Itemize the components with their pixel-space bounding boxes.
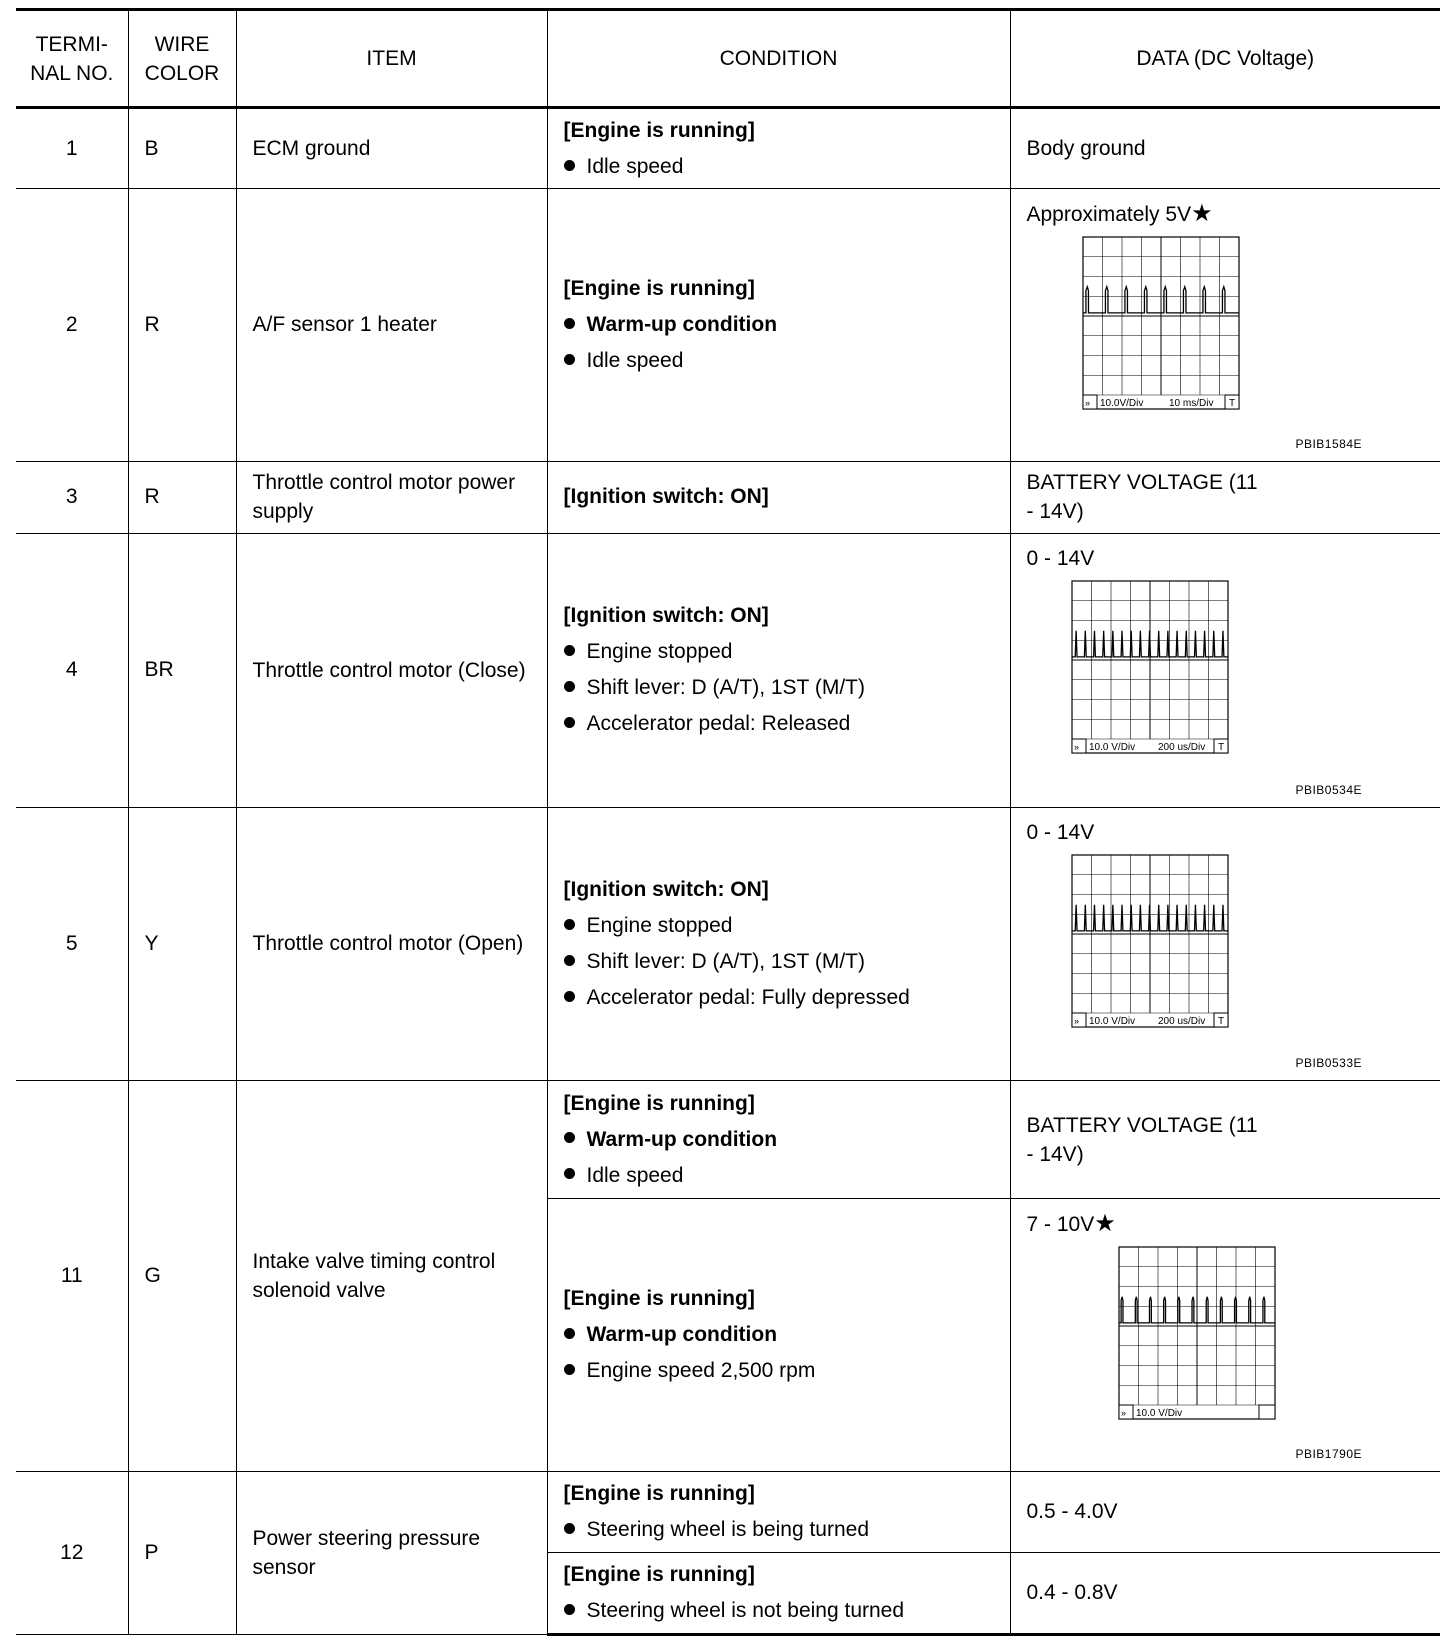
bullet-icon — [564, 1604, 575, 1615]
data-value: 0 - 14V — [1026, 547, 1095, 571]
table-row — [16, 461, 1440, 534]
scope-time-label: 200 us/Div — [1157, 742, 1205, 754]
header-data: DATA (DC Voltage) — [1010, 10, 1440, 108]
condition-title: [Ignition switch: ON] — [563, 604, 769, 628]
item-name: Throttle control motor (Open) — [236, 807, 547, 1080]
wire-color: P — [128, 1472, 236, 1635]
bullet-icon — [564, 955, 575, 966]
table-row — [16, 1080, 1440, 1198]
condition-bullet: Steering wheel is not being turned — [564, 1593, 1010, 1629]
terminal-number: 11 — [16, 1080, 128, 1472]
wire-color: G — [128, 1080, 236, 1472]
bullet-icon — [564, 160, 575, 171]
condition-bullet: Warm-up condition — [564, 1122, 1010, 1158]
bullet-icon — [564, 1132, 575, 1143]
data-value: 7 - 10V — [1026, 1213, 1095, 1237]
bullet-icon — [564, 354, 575, 365]
bullet-icon — [564, 318, 575, 329]
scope-volt-label: 10.0 V/Div — [1135, 1408, 1182, 1420]
condition — [547, 1472, 1010, 1552]
scope-arrow-icon: » — [1120, 1408, 1126, 1419]
bullet-icon — [564, 645, 575, 656]
item-name: A/F sensor 1 heater — [236, 189, 547, 461]
header-condition: CONDITION — [547, 10, 1010, 108]
header-row — [16, 10, 1440, 108]
data-value: Approximately 5V — [1026, 203, 1192, 227]
item-name: ECM ground — [236, 108, 547, 189]
condition-title: [Engine is running] — [563, 1287, 755, 1311]
wire-color: R — [128, 461, 236, 534]
bullet-icon — [564, 919, 575, 930]
scope-t-label: T — [1228, 398, 1235, 410]
condition — [547, 189, 1010, 461]
scope-volt-label: 10.0 V/Div — [1088, 742, 1135, 754]
condition — [547, 1080, 1010, 1198]
item-name: Throttle control motor (Close) — [236, 534, 547, 807]
scope-volt-label: 10.0V/Div — [1099, 398, 1143, 410]
figure-id: PBIB0533E — [1295, 1055, 1362, 1070]
condition-title: [Engine is running] — [563, 276, 755, 300]
header-terminal: TERMI-NAL NO. — [16, 10, 128, 108]
bullet-icon — [564, 717, 575, 728]
oscilloscope-waveform — [1027, 580, 1287, 754]
table-row — [16, 1472, 1440, 1552]
condition-title: [Engine is running] — [563, 1562, 755, 1586]
data-waveform-cell — [1010, 1199, 1440, 1472]
wire-color: R — [128, 189, 236, 461]
oscilloscope-waveform — [1027, 236, 1287, 410]
condition-title: [Engine is running] — [563, 118, 755, 142]
header-item: ITEM — [236, 10, 547, 108]
condition-bullet: Shift lever: D (A/T), 1ST (M/T) — [564, 670, 1010, 706]
condition-bullet: Engine stopped — [564, 908, 1010, 944]
data-value: 0.4 - 0.8V — [1010, 1552, 1440, 1634]
bullet-icon — [564, 1168, 575, 1179]
figure-id: PBIB1584E — [1295, 436, 1362, 451]
header-wire: WIRE COLOR — [128, 10, 236, 108]
data-value: 0 - 14V — [1026, 820, 1095, 844]
condition-bullet: Warm-up condition — [564, 307, 1010, 343]
scope-arrow-icon: » — [1073, 742, 1079, 753]
condition-bullet: Idle speed — [564, 343, 1010, 379]
table-row — [16, 189, 1440, 461]
oscilloscope-waveform — [1027, 854, 1287, 1028]
condition — [547, 534, 1010, 807]
star-icon: ★ — [1191, 200, 1213, 228]
terminal-number: 4 — [16, 534, 128, 807]
data-value: 0.5 - 4.0V — [1010, 1472, 1440, 1552]
data-value: Body ground — [1010, 108, 1440, 189]
condition-bullet: Idle speed — [564, 1158, 1010, 1194]
data-waveform-cell — [1010, 189, 1440, 461]
condition-title: [Engine is running] — [563, 1482, 755, 1506]
figure-id: PBIB1790E — [1295, 1447, 1362, 1462]
terminal-number: 12 — [16, 1472, 128, 1635]
condition — [547, 1552, 1010, 1634]
scope-corner-box — [1259, 1405, 1275, 1419]
bullet-icon — [564, 991, 575, 1002]
condition-bullet: Engine stopped — [564, 634, 1010, 670]
condition-title: [Ignition switch: ON] — [563, 485, 769, 509]
scope-time-label: 200 us/Div — [1157, 1015, 1205, 1027]
terminal-number: 2 — [16, 189, 128, 461]
bullet-icon — [564, 1364, 575, 1375]
wire-color: BR — [128, 534, 236, 807]
condition — [547, 1199, 1010, 1472]
condition — [547, 807, 1010, 1080]
item-name: Power steering pressure sensor — [236, 1472, 547, 1635]
data-waveform-cell — [1010, 534, 1440, 807]
table-row — [16, 108, 1440, 189]
data-value: BATTERY VOLTAGE (11 - 14V) — [1010, 1080, 1440, 1198]
condition — [547, 461, 1010, 534]
terminal-number: 1 — [16, 108, 128, 189]
oscilloscope-waveform — [1027, 1246, 1287, 1420]
condition — [547, 108, 1010, 189]
star-icon: ★ — [1094, 1210, 1116, 1238]
condition-bullet: Accelerator pedal: Released — [564, 706, 1010, 742]
item-name: Throttle control motor power supply — [236, 461, 547, 534]
bullet-icon — [564, 681, 575, 692]
scope-arrow-icon: » — [1073, 1015, 1079, 1026]
terminal-number: 5 — [16, 807, 128, 1080]
wire-color: B — [128, 108, 236, 189]
condition-bullet: Warm-up condition — [564, 1317, 1010, 1353]
scope-volt-label: 10.0 V/Div — [1088, 1015, 1135, 1027]
condition-bullet: Shift lever: D (A/T), 1ST (M/T) — [564, 944, 1010, 980]
condition-title: [Engine is running] — [563, 1091, 755, 1115]
item-name: Intake valve timing control solenoid valve — [236, 1080, 547, 1472]
terminal-number: 3 — [16, 461, 128, 534]
condition-bullet: Engine speed 2,500 rpm — [564, 1353, 1010, 1389]
condition-bullet: Accelerator pedal: Fully depressed — [564, 980, 1010, 1016]
scope-t-label: T — [1217, 742, 1224, 754]
terminal-data-table — [16, 8, 1440, 1636]
scope-time-label: 10 ms/Div — [1168, 398, 1213, 410]
data-waveform-cell — [1010, 807, 1440, 1080]
table-row — [16, 534, 1440, 807]
bullet-icon — [564, 1523, 575, 1534]
bullet-icon — [564, 1328, 575, 1339]
data-value: BATTERY VOLTAGE (11 - 14V) — [1010, 461, 1440, 534]
condition-bullet: Steering wheel is being turned — [564, 1512, 1010, 1548]
wire-color: Y — [128, 807, 236, 1080]
table-row — [16, 807, 1440, 1080]
condition-bullet: Idle speed — [564, 149, 1010, 185]
figure-id: PBIB0534E — [1295, 782, 1362, 797]
condition-title: [Ignition switch: ON] — [563, 877, 769, 901]
scope-t-label: T — [1217, 1015, 1224, 1027]
scope-arrow-icon: » — [1084, 398, 1090, 409]
